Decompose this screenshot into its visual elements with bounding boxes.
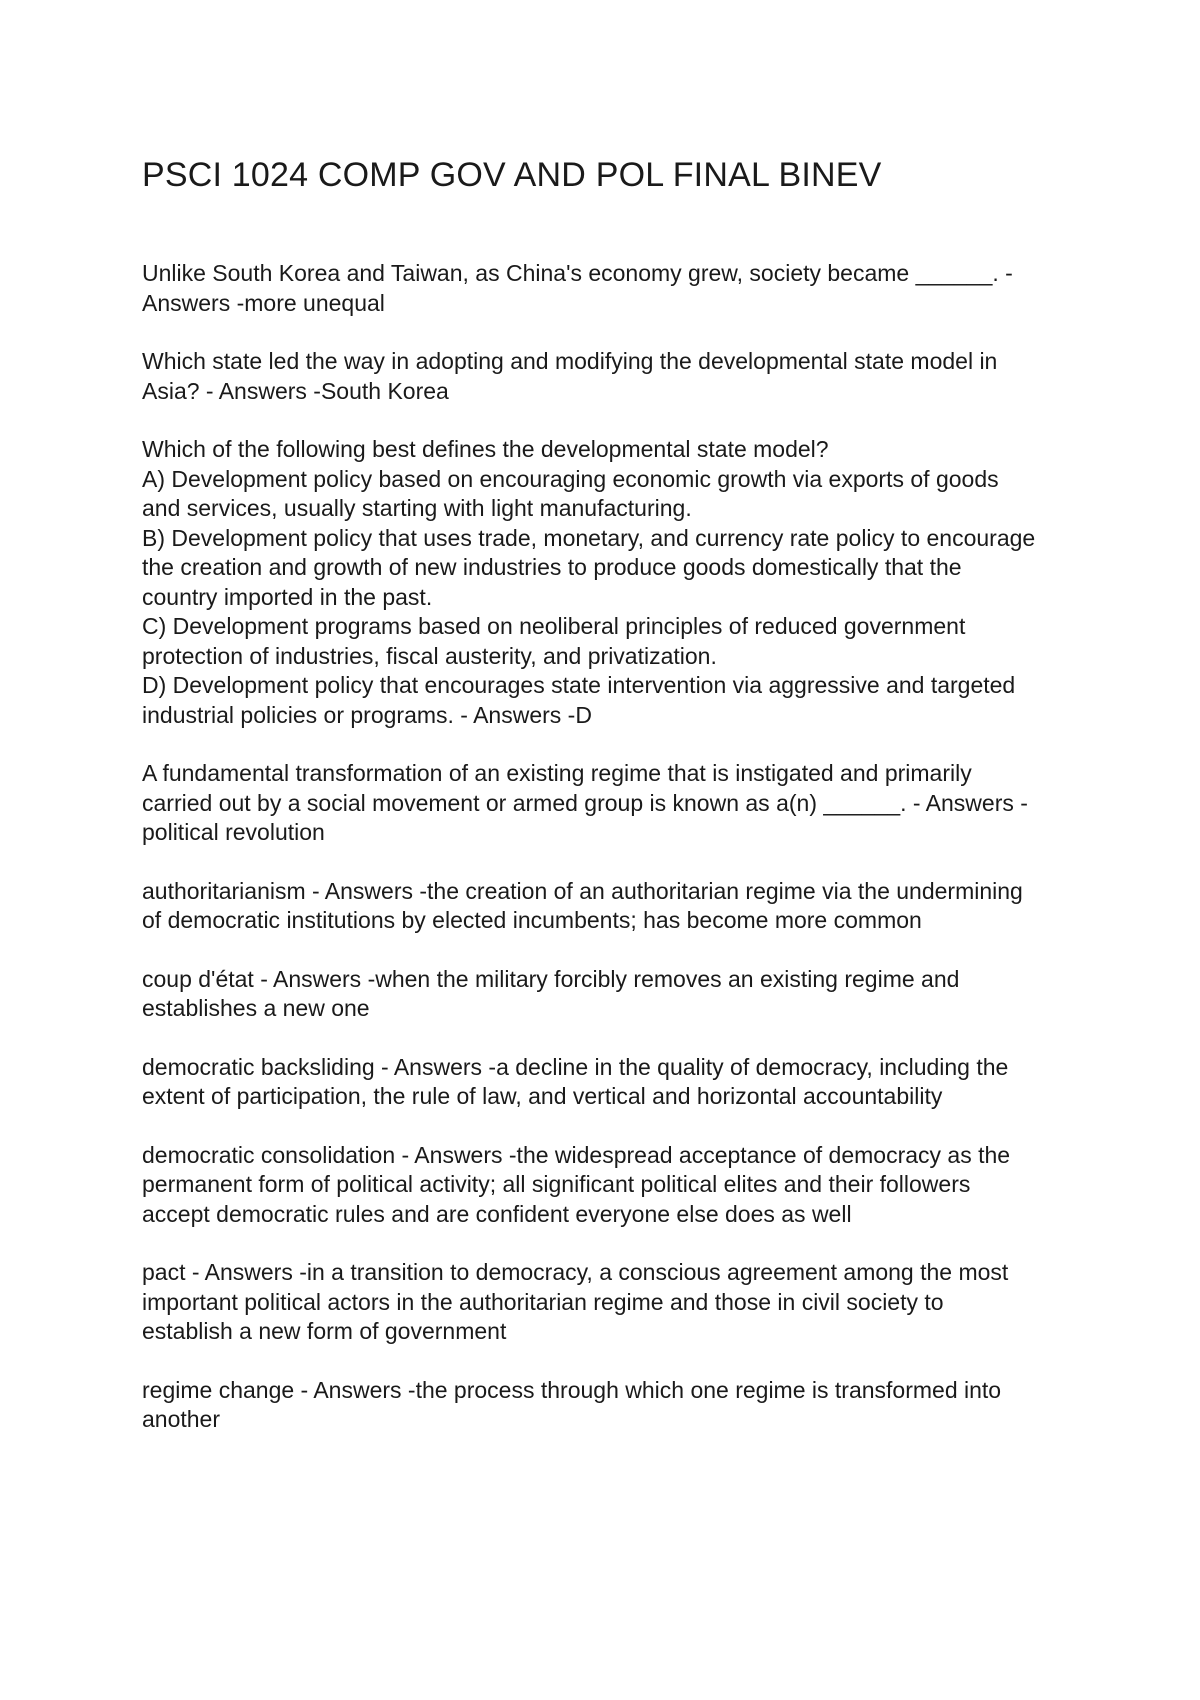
qa-line: A) Development policy based on encouraging economic growth via exports of goods: [142, 465, 999, 492]
qa-line: authoritarianism - Answers -the creation of an authoritarian regime via the undermining: [142, 877, 1023, 904]
qa-line: A fundamental transformation of an existing regime that is instigated and primarily: [142, 760, 972, 786]
qa-entry-8: [142, 1141, 1082, 1230]
qa-line: Unlike South Korea and Taiwan, as China's economy grew, society became ______. -: [142, 260, 1013, 286]
qa-line: another: [142, 1406, 221, 1432]
qa-line: establish a new form of government: [142, 1318, 507, 1344]
qa-line: important political actors in the authoritarian regime and those in civil society to: [142, 1288, 944, 1315]
qa-entry-9: [142, 1258, 1082, 1347]
qa-entry-5: [142, 877, 1082, 936]
qa-entry-2: [142, 347, 1082, 406]
qa-line: regime change - Answers -the process through which one regime is transformed into: [142, 1376, 1002, 1403]
qa-line: democratic consolidation - Answers -the widespread acceptance of democracy as the: [142, 1141, 1011, 1168]
qa-entry-3: [142, 435, 1082, 730]
qa-entry-7: [142, 1053, 1082, 1112]
qa-line: country imported in the past.: [142, 583, 433, 610]
qa-line: Which state led the way in adopting and modifying the developmental state model in: [142, 348, 998, 374]
qa-line: Which of the following best defines the developmental state model?: [142, 436, 829, 462]
qa-entry-6: [142, 965, 1082, 1024]
qa-line: the creation and growth of new industries to produce goods domestically that the: [142, 554, 962, 580]
qa-line: industrial policies or programs. - Answers -D: [142, 701, 592, 728]
qa-line: democratic backsliding - Answers -a decline in the quality of democracy, including the: [142, 1053, 1009, 1080]
qa-line: C) Development programs based on neoliberal principles of reduced government: [142, 613, 966, 639]
qa-line: carried out by a social movement or armed group is known as a(n) ______. - Answers -: [142, 789, 1028, 816]
qa-entry-4: [142, 759, 1082, 848]
qa-line: extent of participation, the rule of law, and vertical and horizontal accountability: [142, 1083, 943, 1109]
qa-line: of democratic institutions by elected incumbents; has become more common: [142, 907, 922, 933]
qa-entry-1: [142, 259, 1082, 318]
qa-line: pact - Answers -in a transition to democracy, a conscious agreement among the most: [142, 1259, 1009, 1285]
qa-line: accept democratic rules and are confident everyone else does as well: [142, 1200, 852, 1227]
qa-line: and services, usually starting with light manufacturing.: [142, 495, 692, 521]
qa-line: permanent form of political activity; all significant political elites and their followers: [142, 1171, 971, 1197]
qa-line: political revolution: [142, 819, 325, 845]
document-title: PSCI 1024 COMP GOV AND POL FINAL BINEV: [142, 156, 882, 194]
qa-line: establishes a new one: [142, 995, 370, 1021]
qa-line: protection of industries, fiscal austerity, and privatization.: [142, 642, 717, 669]
qa-line: coup d'état - Answers -when the military forcibly removes an existing regime and: [142, 965, 960, 992]
qa-line: B) Development policy that uses trade, monetary, and currency rate policy to encourage: [142, 524, 1036, 551]
qa-line: D) Development policy that encourages state intervention via aggressive and targeted: [142, 672, 1016, 698]
qa-line: Answers -more unequal: [142, 289, 385, 316]
qa-line: Asia? - Answers -South Korea: [142, 377, 449, 404]
qa-entry-10: [142, 1376, 1082, 1435]
document-page: [142, 155, 1082, 1464]
